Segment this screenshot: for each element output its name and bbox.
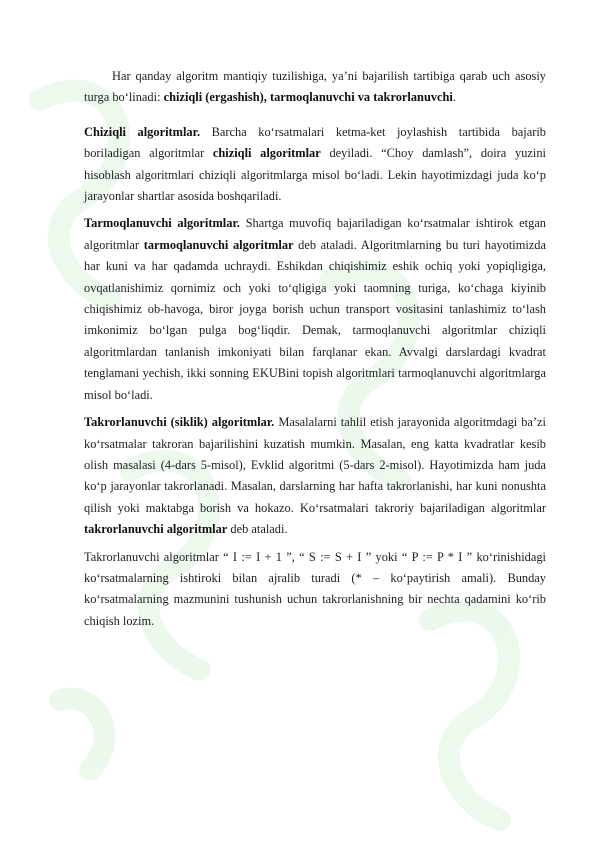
intro-end: . xyxy=(452,90,456,105)
loop-text-2: deb ataladi. xyxy=(227,522,288,537)
branching-term: tarmoqlanuvchi algoritmlar xyxy=(143,237,294,252)
loop-paragraph xyxy=(84,412,546,540)
linear-term: chiziqli algoritmlar xyxy=(212,146,321,161)
branching-text-2: deb ataladi. Algoritmlarning bu turi hayotimizda har kuni va har qadamda uchraydi. Eshikdan chiqishimiz eshik ochiq yoki yopiqligiga, ovqatlanishimiz qornimiz och yoki to‘qligiga yoki taomning turiga, ko‘chaga kiyinib chiqishimiz ob-havoga, biror joyga borish uchun transport vositasini tanlashimiz to‘lash imkonimiz bo‘lgan pulga bog‘liqdir. Demak, tarmoqlanuvchi algoritmlar chiziqli algoritmlardan tanlanish imkoniyati bilan farqlanar ekan. Avvalgi darslardagi kvadrat tenglamani yechish, ikki sonning EKUBini topish algoritmlari tarmoqlanuvchi algoritmlarga misol bo‘ladi. xyxy=(84,237,546,402)
document-body xyxy=(84,66,546,632)
linear-paragraph xyxy=(84,122,546,208)
intro-text: Har qanday algoritm mantiqiy tuzilishiga, ya’ni bajarilish tartibiga qarab uch asosiy turga bo‘linadi: xyxy=(84,69,546,105)
linear-text-2: deyiladi. “Choy damlash”, doira yuzini hisoblash algoritmlari chiziqli algoritmlarga misol bo‘ladi. Lekin hayotimizdagi juda ko‘p jarayonlar shartlar asosida boshqariladi. xyxy=(84,146,546,204)
branching-text-1: Shartga muvofiq bajariladigan ko‘rsatmalar ishtirok etgan algoritmlar xyxy=(84,216,546,252)
closing-paragraph xyxy=(84,547,546,633)
closing-text: Takrorlanuvchi algoritmlar “ I := I + 1 ”, “ S := S + I ” yoki “ P := P * I ” ko‘rinishidagi ko‘rsatmalarning ishtiroki bilan ajralib turadi (* – ko‘paytirish amali). Bunday ko‘rsatmalarning mazmunini tushunish uchun takrorlanishning bir nechta qadamini ko‘rib chiqish lozim. xyxy=(84,549,546,628)
branching-paragraph xyxy=(84,213,546,406)
loop-text-1: Masalalarni tahlil etish jarayonida algoritmdagi ba’zi ko‘rsatmalar takroran bajarilishini kuzatish mumkin. Masalan, eng katta kvadratlar kesib olish masalasi (4-dars 5-misol), Evklid algoritmi (5-dars 2-misol). Hayotimizda ham juda ko‘p jarayonlar takrorlanadi. Masalan, darslarning har hafta takrorlanishi, har kuni nonushta qilish yoki maktabga borish va hokazo. Ko‘rsatmalari takroriy bajariladigan algoritmlar xyxy=(84,415,547,515)
branching-heading: Tarmoqlanuvchi algoritmlar. xyxy=(84,216,240,231)
loop-heading: Takrorlanuvchi (siklik) algoritmlar. xyxy=(84,415,275,430)
intro-bold: chiziqli (ergashish), tarmoqlanuvchi va takrorlanuvchi xyxy=(163,90,453,105)
intro-paragraph xyxy=(84,66,546,109)
linear-text-1: Barcha ko‘rsatmalari ketma-ket joylashish tartibida bajarib boriladigan algoritmlar xyxy=(84,124,546,161)
loop-term: takrorlanuvchi algoritmlar xyxy=(84,522,228,537)
linear-heading: Chiziqli algoritmlar. xyxy=(84,124,201,139)
